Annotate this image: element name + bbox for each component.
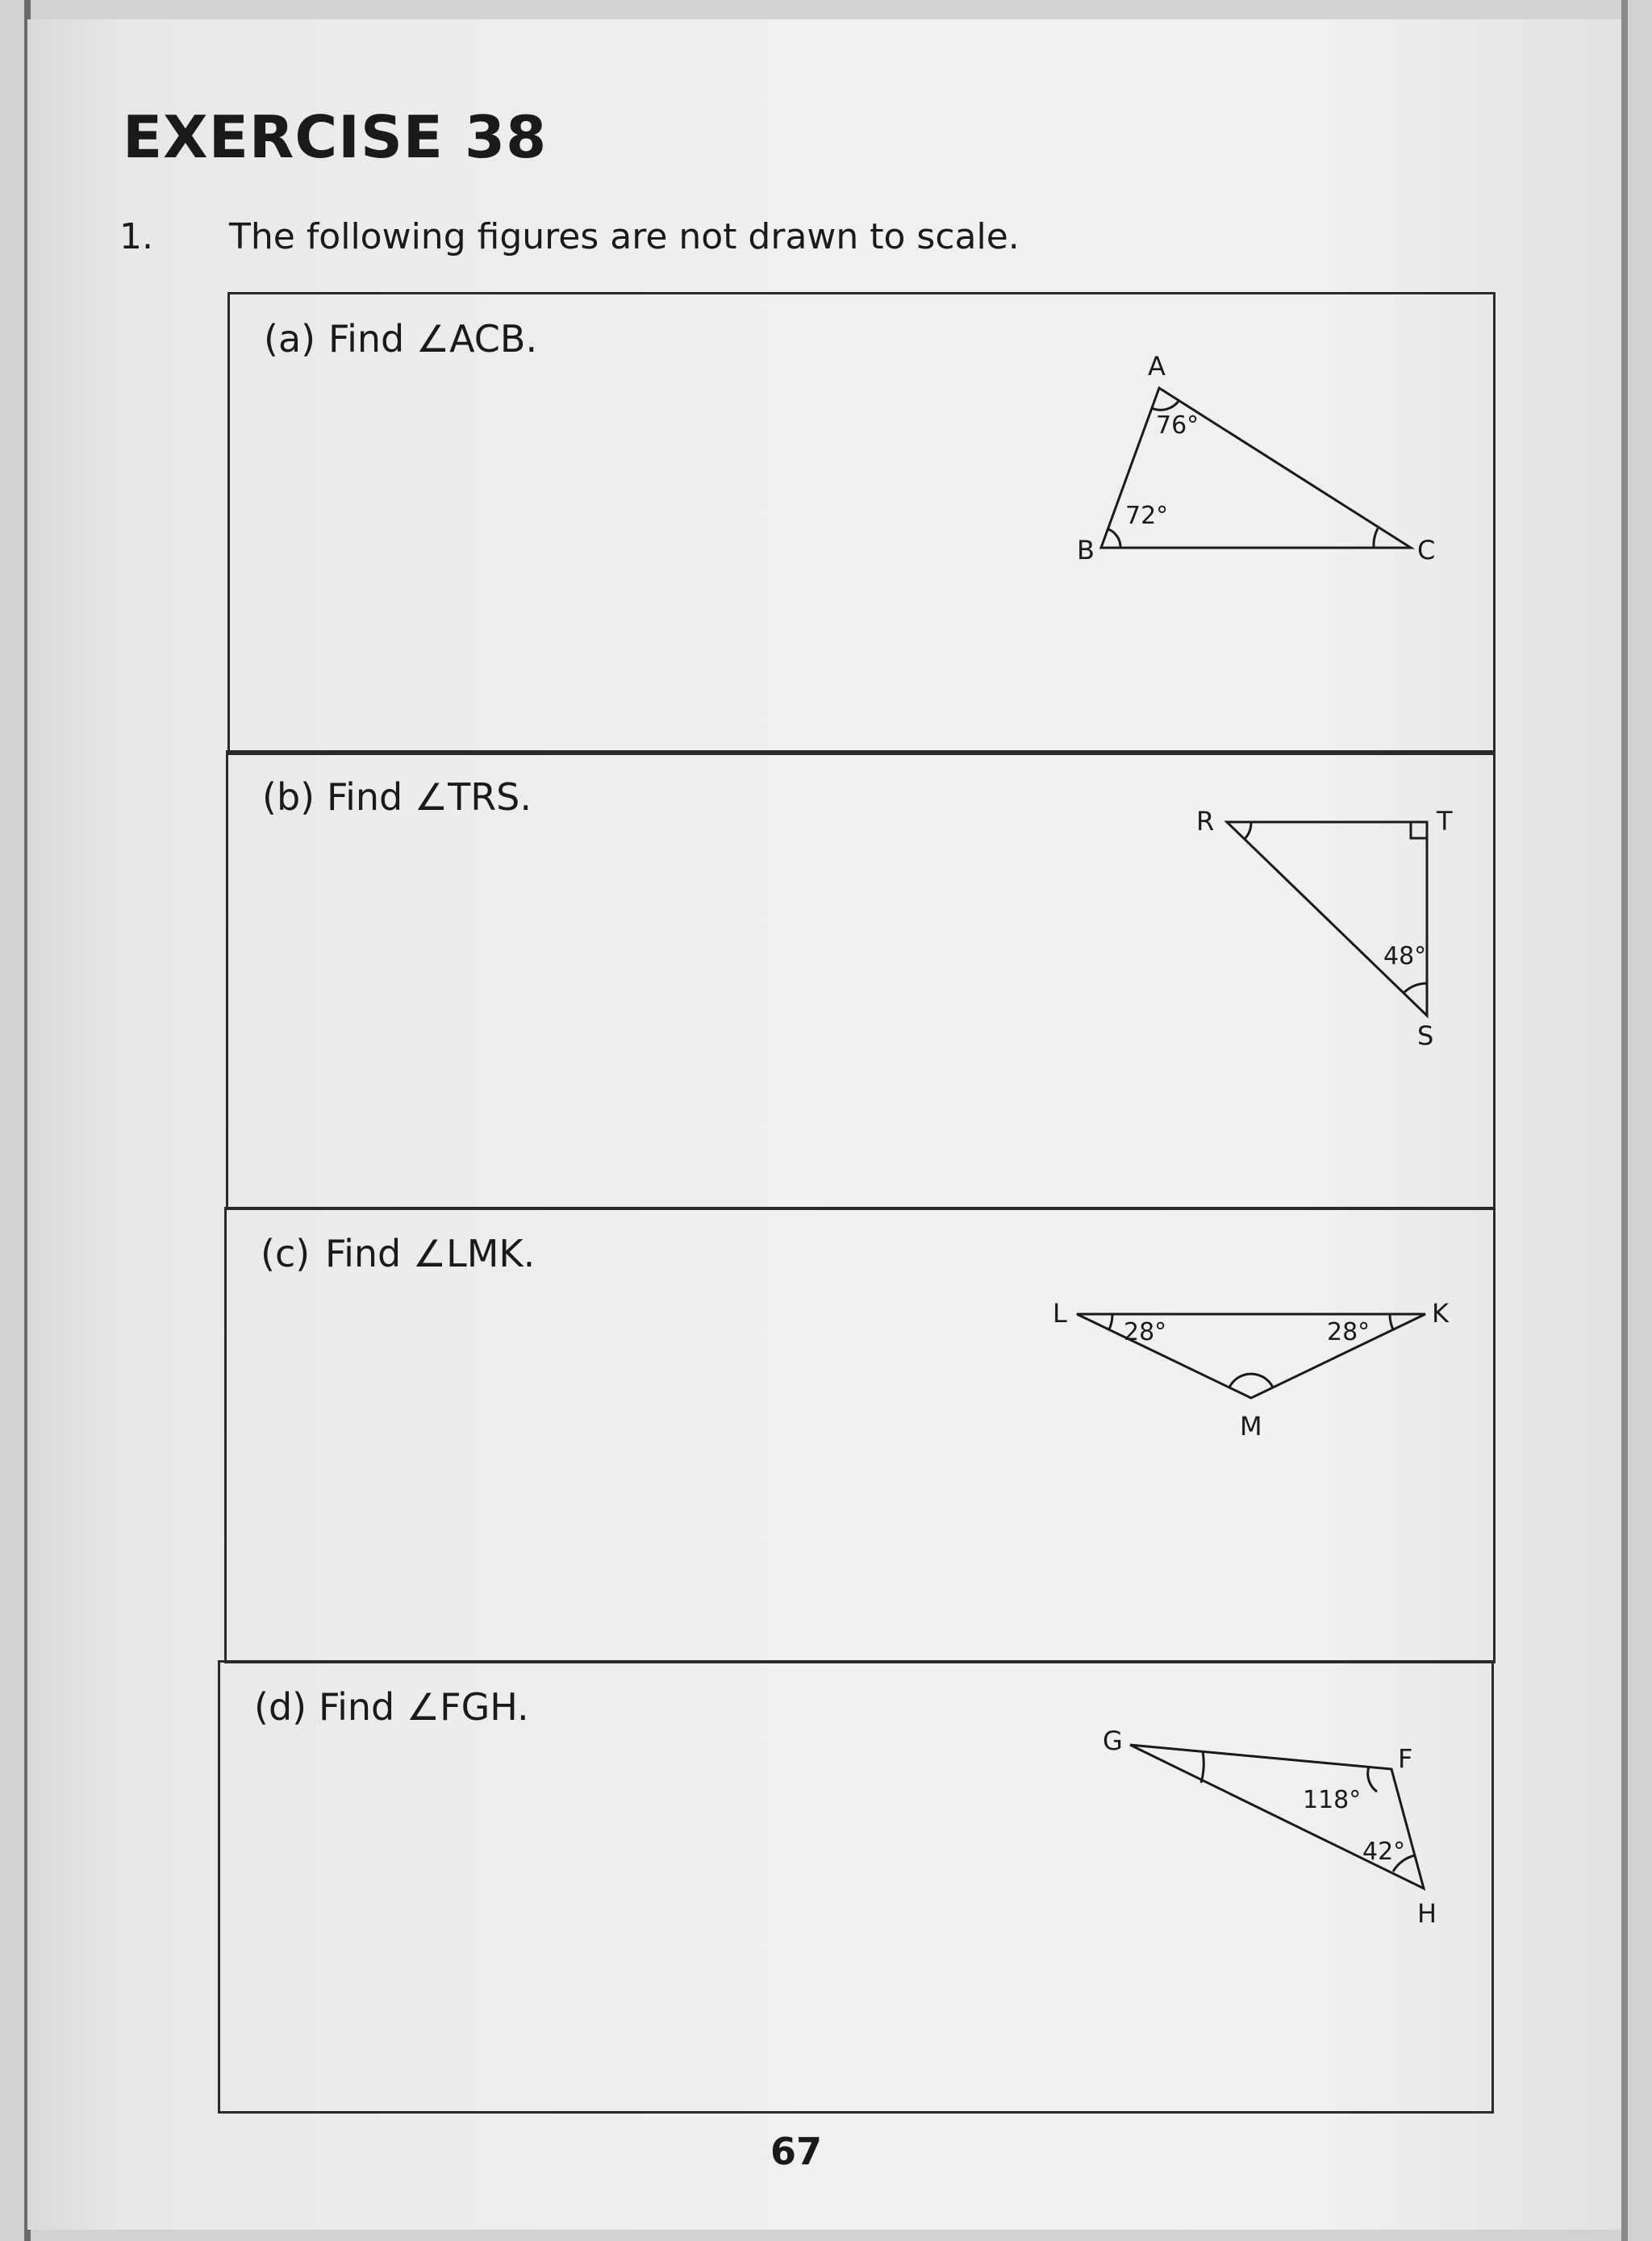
vertex-a-label: A bbox=[1148, 351, 1166, 382]
triangle-rts bbox=[1227, 822, 1427, 1016]
angle-a-arc bbox=[1152, 400, 1179, 410]
angle-f-value: 118° bbox=[1303, 1786, 1362, 1814]
vertex-b-label: B bbox=[1077, 535, 1095, 565]
triangle-fgh-figure bbox=[220, 1663, 1496, 2116]
vertex-m-label: M bbox=[1240, 1411, 1262, 1442]
triangle-abc-figure bbox=[230, 294, 1498, 757]
angle-a-value: 76° bbox=[1156, 411, 1199, 440]
part-a-panel bbox=[227, 292, 1496, 755]
page-right-edge bbox=[1621, 0, 1628, 2241]
part-a-instruction: Find ∠ACB. bbox=[328, 317, 538, 361]
angle-s-arc bbox=[1404, 983, 1427, 993]
right-angle-marker bbox=[1411, 822, 1427, 838]
vertex-h-label: H bbox=[1417, 1898, 1437, 1929]
triangle-rts-figure bbox=[228, 753, 1498, 1212]
angle-l-arc bbox=[1109, 1314, 1112, 1329]
angle-s-value: 48° bbox=[1383, 942, 1427, 970]
angle-b-value: 72° bbox=[1125, 502, 1169, 530]
part-d-letter: (d) bbox=[254, 1685, 307, 1729]
triangle-fgh bbox=[1130, 1745, 1424, 1888]
angle-l-value: 28° bbox=[1124, 1318, 1167, 1346]
question-number: 1. bbox=[119, 216, 153, 257]
vertex-s-label: S bbox=[1417, 1020, 1434, 1051]
angle-c-arc bbox=[1374, 528, 1378, 548]
part-b-instruction: Find ∠TRS. bbox=[327, 775, 532, 819]
exercise-title: EXERCISE 38 bbox=[123, 103, 548, 171]
angle-k-value: 28° bbox=[1327, 1318, 1370, 1346]
question-text: The following figures are not drawn to scale. bbox=[229, 216, 1020, 257]
part-b-panel bbox=[226, 750, 1496, 1210]
vertex-k-label: K bbox=[1432, 1298, 1449, 1329]
part-d-panel bbox=[218, 1660, 1494, 2114]
vertex-r-label: R bbox=[1196, 806, 1215, 837]
page-number: 67 bbox=[770, 2130, 823, 2173]
vertex-f-label: F bbox=[1398, 1743, 1413, 1774]
vertex-c-label: C bbox=[1417, 535, 1436, 565]
angle-k-arc bbox=[1390, 1314, 1393, 1329]
angle-g-arc bbox=[1201, 1751, 1204, 1783]
part-c-instruction: Find ∠LMK. bbox=[325, 1232, 536, 1275]
angle-m-arc bbox=[1229, 1374, 1273, 1388]
vertex-t-label: T bbox=[1437, 806, 1453, 837]
vertex-g-label: G bbox=[1103, 1726, 1123, 1756]
part-a-letter: (a) bbox=[264, 317, 316, 361]
angle-b-arc bbox=[1108, 529, 1120, 548]
angle-h-value: 42° bbox=[1362, 1838, 1406, 1866]
part-c-letter: (c) bbox=[261, 1232, 311, 1275]
vertex-l-label: L bbox=[1053, 1298, 1067, 1329]
angle-r-arc bbox=[1245, 822, 1251, 839]
triangle-lmk-figure bbox=[227, 1209, 1498, 1666]
angle-f-arc bbox=[1368, 1767, 1377, 1792]
part-c-panel bbox=[224, 1207, 1496, 1663]
part-b-letter: (b) bbox=[262, 775, 315, 819]
part-d-instruction: Find ∠FGH. bbox=[319, 1685, 529, 1729]
